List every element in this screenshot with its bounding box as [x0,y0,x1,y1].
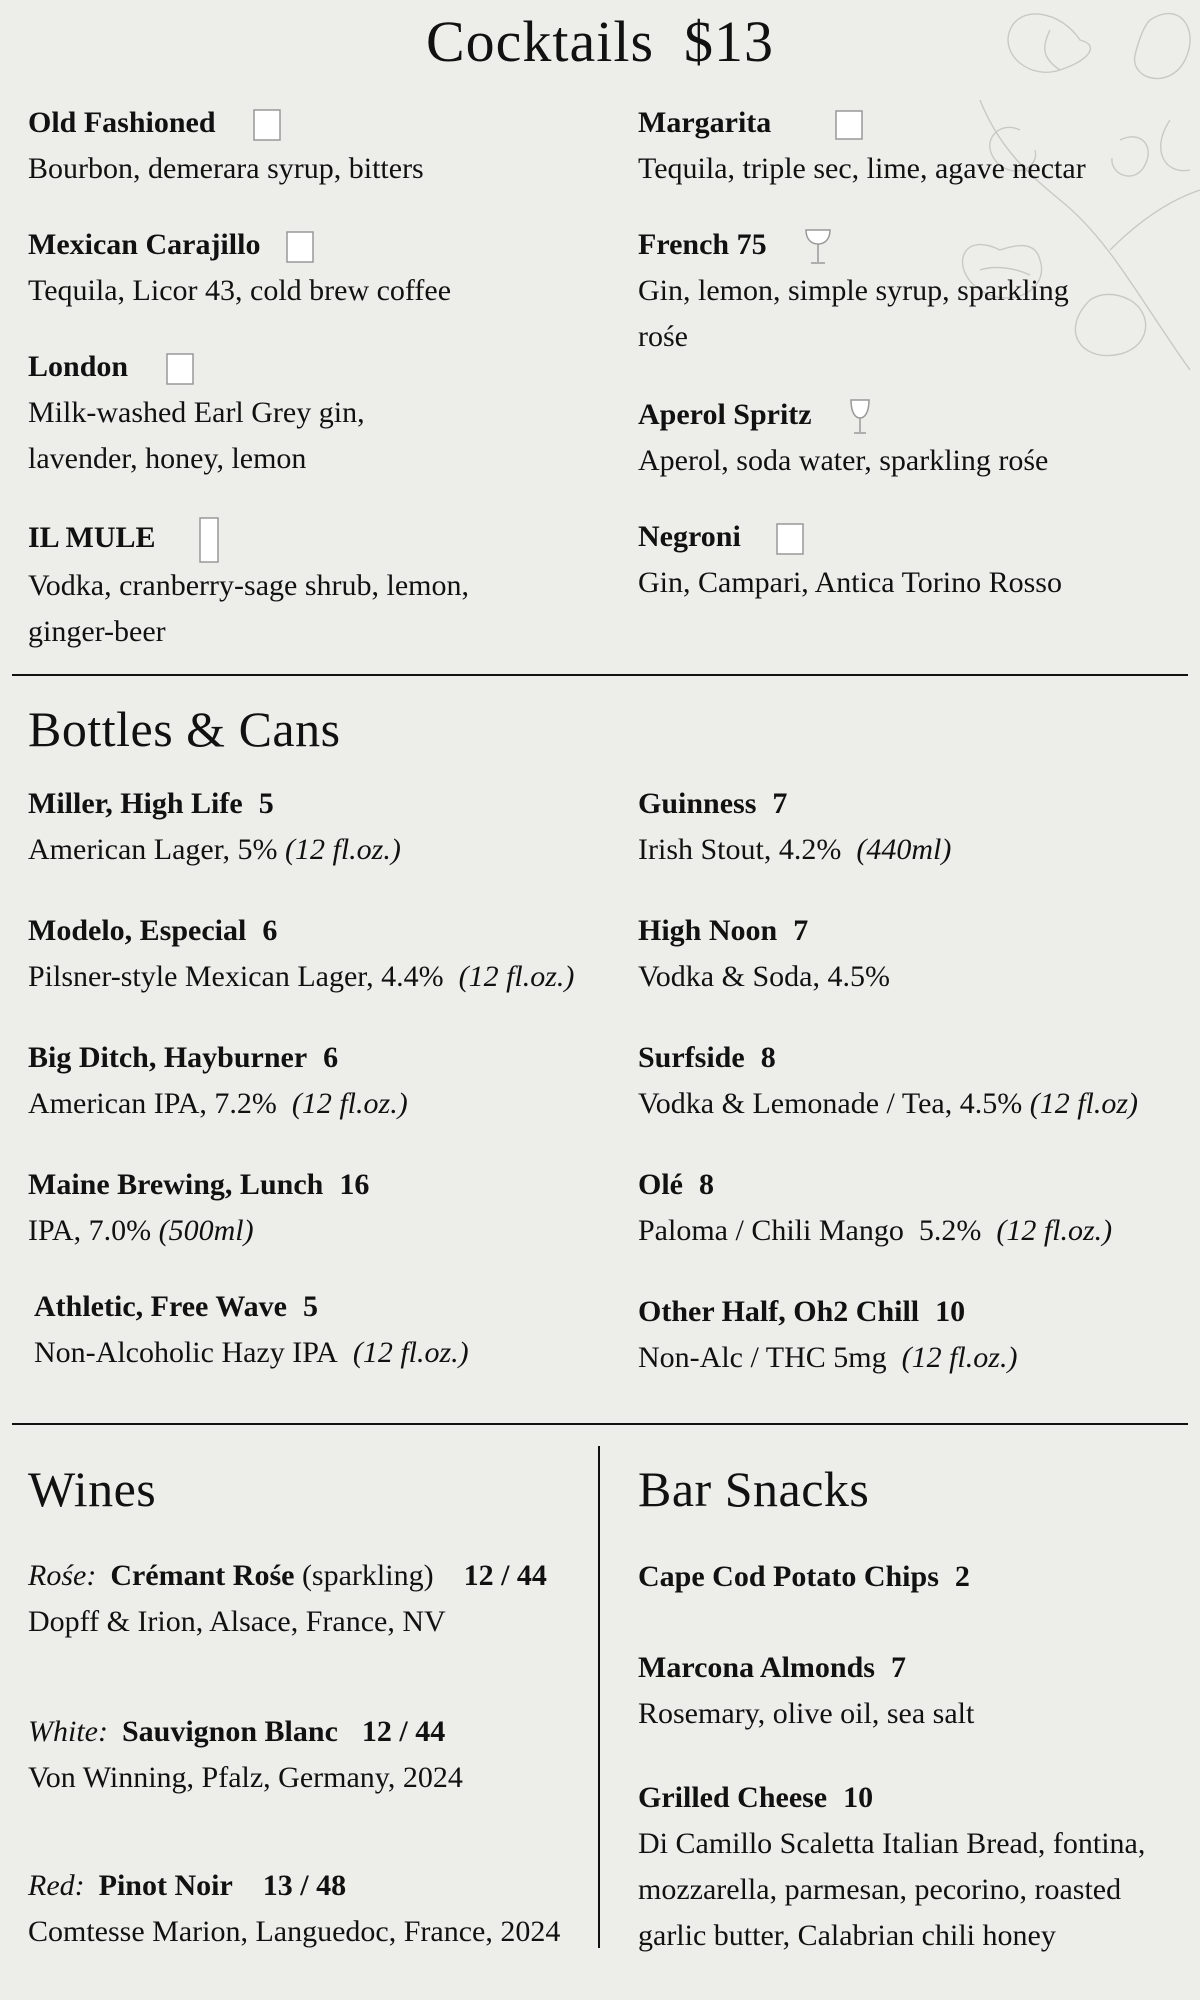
cocktail-name: Margarita [638,106,772,139]
bottle-item [28,1035,408,1127]
wine-item [28,1709,463,1801]
cocktail-item [638,222,1069,360]
bottle-size: (12 fl.oz.) [352,1336,469,1369]
bottle-price: 5 [302,1290,318,1323]
snack-description-cont: mozzarella, parmesan, pecorino, roasted [638,1873,1122,1906]
bottle-name: Modelo, Especial [28,914,247,947]
bottle-price: 10 [935,1295,966,1328]
snack-item [638,1554,970,1600]
cocktail-item [638,514,1062,606]
cocktail-name: London [28,350,129,383]
bottle-name: Athletic, Free Wave [34,1290,287,1323]
rocks-glass-icon [835,110,863,140]
bottle-price: 6 [323,1041,339,1074]
bottle-description: Vodka & Soda, 4.5% [638,960,890,993]
bottle-price: 7 [772,787,788,820]
cocktail-name: Old Fashioned [28,106,216,139]
bottle-name: Miller, High Life [28,787,243,820]
snack-description: Di Camillo Scaletta Italian Bread, fontina, [638,1827,1146,1860]
snack-name: Grilled Cheese [638,1781,828,1814]
bottle-name: Guinness [638,787,757,820]
bottle-description: IPA, 7.0% [28,1214,152,1247]
bottle-price: 16 [339,1168,370,1201]
cocktail-description: Aperol, soda water, sparkling rośe [638,444,1049,477]
bottle-size: (12 fl.oz.) [996,1214,1113,1247]
cocktail-description: Gin, lemon, simple syrup, sparkling [638,274,1069,307]
bottle-item [28,908,574,1000]
bottle-name: Maine Brewing, Lunch [28,1168,324,1201]
wine-item [28,1863,560,1955]
wine-description: Dopff & Irion, Alsace, France, NV [28,1605,446,1638]
wine-type: Rośe: [28,1559,97,1592]
rocks-glass-icon [776,523,804,555]
bottle-size: (12 fl.oz.) [458,960,575,993]
wine-item [28,1553,547,1645]
cocktail-description-cont: rośe [638,320,688,353]
wine-style: (sparkling) [301,1559,434,1592]
snack-name: Marcona Almonds [638,1651,875,1684]
bottle-item [638,781,951,873]
cocktail-item [28,344,365,482]
bottle-size: (12 fl.oz) [1029,1087,1139,1120]
bottle-description: Pilsner-style Mexican Lager, 4.4% [28,960,444,993]
wine-description: Von Winning, Pfalz, Germany, 2024 [28,1761,463,1794]
bottle-size: (440ml) [856,833,952,866]
cocktail-name: Negroni [638,520,741,553]
bottle-description: Vodka & Lemonade / Tea, 4.5% [638,1087,1023,1120]
wine-price: 13 / 48 [262,1869,347,1902]
column-divider [598,1446,600,1948]
cocktails-heading [0,8,1200,75]
cocktail-name: Aperol Spritz [638,398,812,431]
cocktail-name: French 75 [638,228,767,261]
rocks-glass-icon [253,109,281,141]
bottle-description: American Lager, 5% [28,833,278,866]
cocktail-item [638,392,1048,484]
bottle-size: (500ml) [158,1214,254,1247]
bottles-heading: Bottles & Cans [28,701,341,757]
section-divider [12,1423,1188,1425]
cocktail-description: Gin, Campari, Antica Torino Rosso [638,566,1062,599]
bottle-item [28,1162,369,1254]
bottle-price: 6 [262,914,278,947]
bottle-price: 8 [760,1041,776,1074]
cocktail-item [28,515,469,655]
bottle-item [28,781,401,873]
snack-name: Cape Cod Potato Chips [638,1560,939,1593]
bottle-description: Irish Stout, 4.2% [638,833,842,866]
snack-item [638,1775,1145,1959]
cocktail-description: Milk-washed Earl Grey gin, [28,396,365,429]
bottle-price: 8 [699,1168,714,1201]
bottle-name: Other Half, Oh2 Chill [638,1295,920,1328]
snack-description: Rosemary, olive oil, sea salt [638,1697,975,1730]
rocks-glass-icon [286,231,314,263]
snacks-heading: Bar Snacks [638,1461,870,1517]
cocktail-name: Mexican Carajillo [28,228,261,261]
bottle-item [638,1162,1112,1254]
cocktail-description: Tequila, Licor 43, cold brew coffee [28,274,452,307]
bottle-description: Paloma / Chili Mango 5.2% [638,1214,982,1247]
cocktail-description-cont: ginger-beer [28,615,166,649]
cocktail-description: Vodka, cranberry-sage shrub, lemon, [28,569,469,603]
wine-name: Sauvignon Blanc [121,1715,338,1748]
bottle-price: 7 [793,914,809,947]
bottle-item [638,1289,1017,1381]
snack-price: 2 [954,1560,970,1593]
snack-description-cont: garlic butter, Calabrian chili honey [638,1919,1056,1952]
wines-heading: Wines [28,1461,157,1517]
bottle-size: (12 fl.oz.) [285,833,401,866]
cocktails-title: Cocktails [425,9,655,74]
wine-glass-icon [849,398,871,436]
section-divider [12,674,1188,676]
wine-name: Crémant Rośe [110,1559,295,1592]
bottle-size: (12 fl.oz.) [291,1087,408,1120]
bottle-name: Surfside [638,1041,745,1074]
wine-name: Pinot Noir [98,1869,233,1902]
cocktail-description: Bourbon, demerara syrup, bitters [28,152,424,185]
highball-glass-icon [199,517,219,563]
bottle-name: Olé [638,1168,683,1201]
rocks-glass-icon [166,353,194,385]
snack-price: 10 [843,1781,874,1814]
cocktail-item [638,100,1086,192]
bottle-description: American IPA, 7.2% [28,1087,277,1120]
bottle-description: Non-Alcoholic Hazy IPA [34,1336,338,1369]
bottle-name: Big Ditch, Hayburner [28,1041,308,1074]
cocktails-price: $13 [684,9,775,74]
snack-item [638,1645,974,1737]
bottle-item [34,1284,469,1376]
bottle-price: 5 [258,787,274,820]
cocktail-description-cont: lavender, honey, lemon [28,442,307,475]
cocktail-item [28,222,451,314]
cocktail-description: Tequila, triple sec, lime, agave nectar [638,152,1086,185]
snack-price: 7 [890,1651,906,1684]
wine-price: 12 / 44 [463,1559,547,1592]
bottle-size: (12 fl.oz.) [901,1341,1018,1374]
bottle-name: High Noon [638,914,778,947]
wine-description: Comtesse Marion, Languedoc, France, 2024 [28,1915,561,1948]
coupe-glass-icon [804,228,832,266]
cocktail-name: IL MULE [28,521,156,554]
wine-type: White: [28,1715,108,1748]
wine-price: 12 / 44 [361,1715,446,1748]
wine-type: Red: [28,1869,85,1902]
bottle-item [638,908,890,1000]
bottle-item [638,1035,1138,1127]
cocktail-item [28,100,424,192]
bottle-description: Non-Alc / THC 5mg [638,1341,887,1374]
